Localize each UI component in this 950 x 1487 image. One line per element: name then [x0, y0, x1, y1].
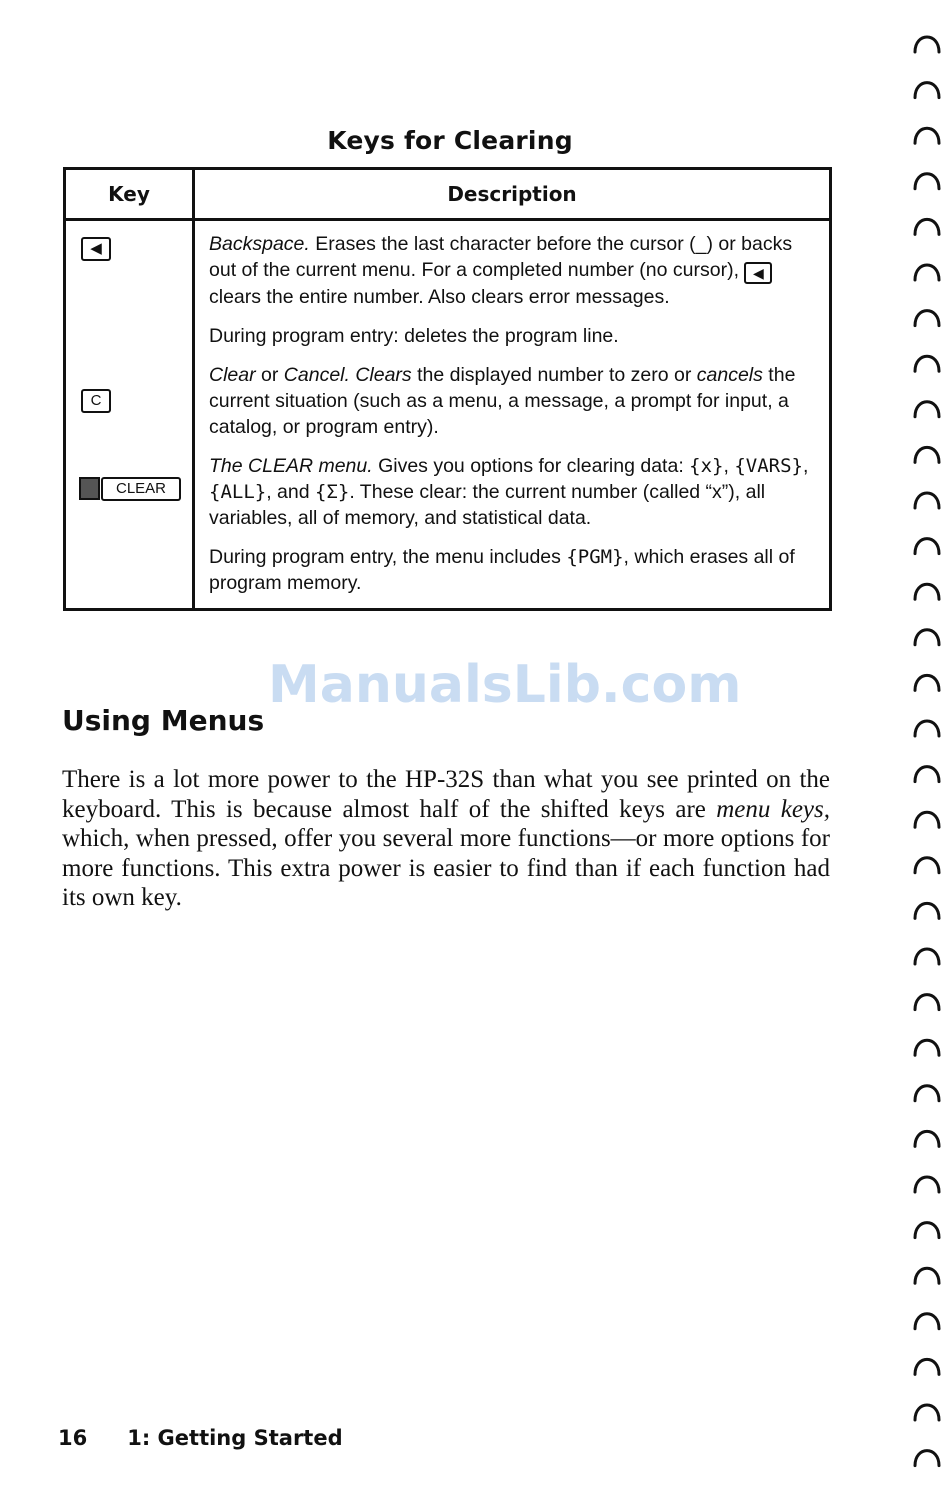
shift-key-icon [79, 477, 100, 500]
clear-key-icon: C [81, 389, 111, 413]
spiral-ring-icon [915, 1359, 939, 1374]
table-title: Keys for Clearing [327, 126, 573, 155]
spiral-ring-icon [915, 447, 939, 462]
spiral-ring-icon [915, 767, 939, 782]
backspace-inline-key-icon: ◀ [744, 262, 772, 284]
spiral-ring-icon [915, 493, 939, 508]
clear-menu-description: The CLEAR menu. Gives you options for clearing data: {x}, {VARS}, {ALL}, and {Σ}. These clear: the current number (called “x”), all variables, all of memory, and statistical data. [209, 455, 809, 529]
key-column [65, 220, 194, 610]
backspace-description: Backspace. Erases the last character before the cursor (_) or backs out of the current menu. For a completed number (no cursor), ◀ clears the entire number. Also clears error messages. [209, 233, 793, 308]
backspace-program-note: During program entry: deletes the program line. [209, 325, 619, 347]
spiral-ring-icon [915, 311, 939, 326]
section-heading: Using Menus [62, 704, 265, 737]
clear-menu-program-note: During program entry, the menu includes {PGM}, which erases all of program memory. [209, 546, 795, 594]
menu-x: {x} [689, 455, 724, 477]
spiral-ring-icon [915, 1177, 939, 1192]
spiral-ring-icon [915, 402, 939, 417]
menu-sigma: {Σ} [315, 481, 350, 503]
description-column [194, 220, 831, 610]
spiral-ring-icon [915, 1268, 939, 1283]
spiral-ring-icon [915, 675, 939, 690]
clear-description: Clear or Cancel. Clears the displayed number to zero or cancels the current situation (such as a menu, a message, a prompt for input, a catalog, or program entry). [209, 364, 796, 438]
chapter-title: 1: Getting Started [127, 1426, 343, 1450]
spiral-ring-icon [915, 995, 939, 1010]
table-row [65, 220, 831, 610]
spiral-ring-icon [915, 356, 939, 371]
spiral-ring-icon [915, 584, 939, 599]
spiral-ring-icon [915, 1040, 939, 1055]
spiral-ring-icon [915, 1314, 939, 1329]
table-header-row [65, 169, 831, 220]
spiral-ring-icon [915, 630, 939, 645]
spiral-ring-icon [915, 219, 939, 234]
spiral-ring-icon [915, 174, 939, 189]
keys-table [63, 167, 832, 611]
spiral-ring-icon [915, 1223, 939, 1238]
spiral-ring-icon [915, 903, 939, 918]
menu-pgm: {PGM} [566, 546, 624, 568]
spiral-ring-icon [915, 539, 939, 554]
spiral-ring-icon [915, 128, 939, 143]
spiral-ring-icon [915, 1086, 939, 1101]
clear-menu-key-icon: CLEAR [101, 477, 181, 501]
spiral-ring-icon [915, 1405, 939, 1420]
spiral-ring-icon [915, 1451, 939, 1466]
spiral-ring-icon [915, 265, 939, 280]
spiral-binding [905, 0, 950, 1487]
spiral-ring-icon [915, 858, 939, 873]
spiral-ring-icon [915, 721, 939, 736]
menu-vars: {VARS} [734, 455, 803, 477]
spiral-ring-icon [915, 949, 939, 964]
backspace-key-icon: ◀ [81, 237, 111, 261]
page-number: 16 [58, 1426, 88, 1450]
watermark: ManualsLib.com [268, 655, 742, 715]
header-description: Description [194, 169, 831, 220]
spiral-ring-icon [915, 812, 939, 827]
spiral-ring-icon [915, 1131, 939, 1146]
body-paragraph: There is a lot more power to the HP-32S than what you see printed on the keyboard. This is because almost half of the shifted keys are menu keys, which, when pressed, offer you several more functions—or more options for more functions. This extra power is easier to find than if each function had its own key. [62, 766, 830, 911]
spiral-ring-icon [915, 37, 939, 52]
spiral-ring-icon [915, 83, 939, 98]
page-footer [58, 1426, 343, 1450]
header-key: Key [65, 169, 194, 220]
menu-all: {ALL} [209, 481, 267, 503]
